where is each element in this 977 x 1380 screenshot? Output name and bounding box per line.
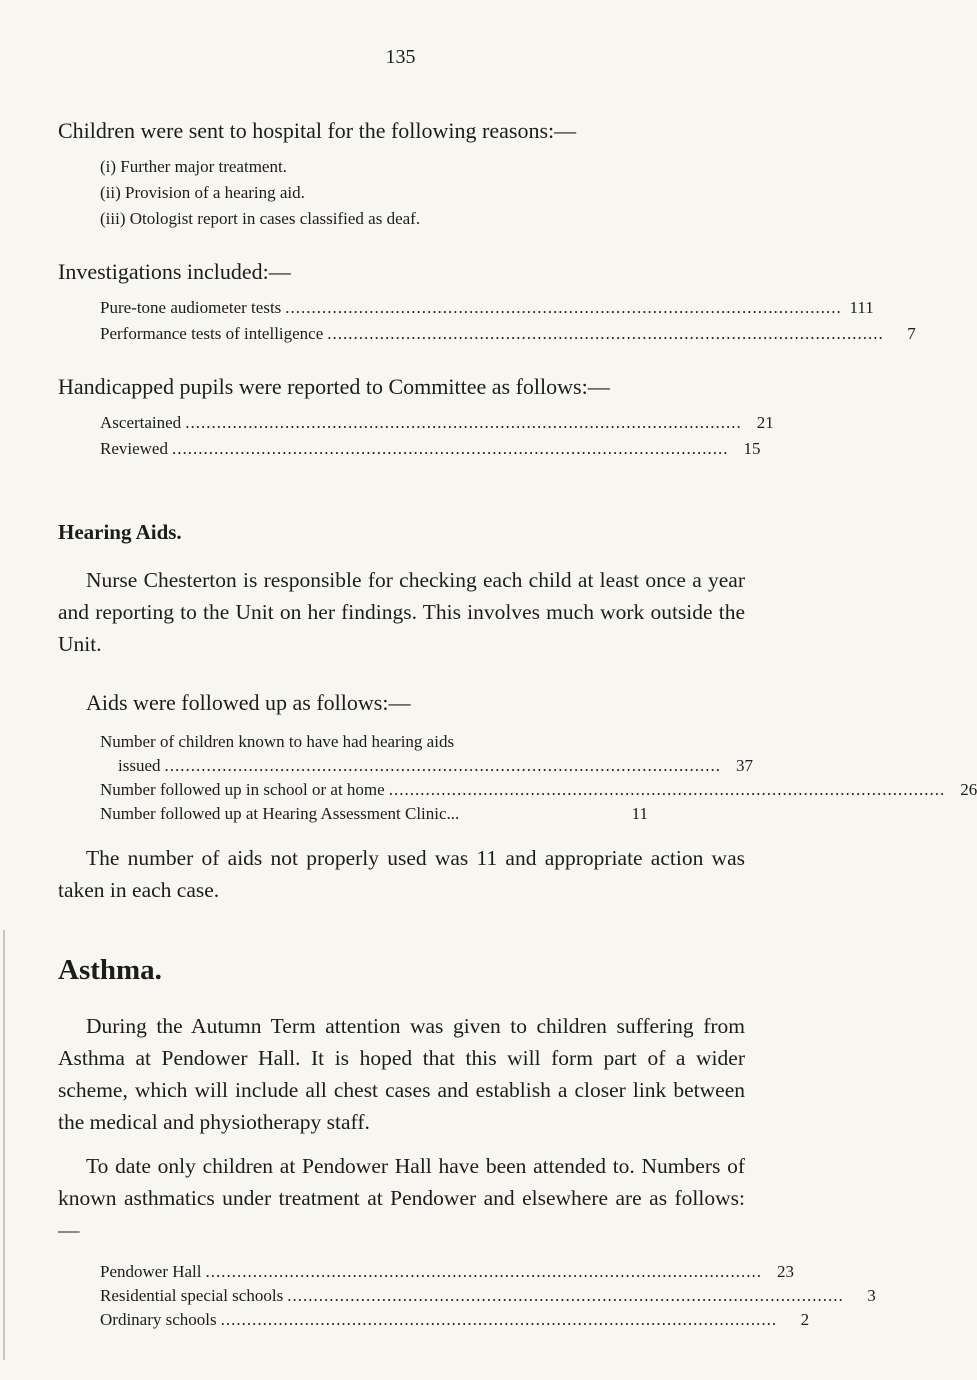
row-label: Number followed up at Hearing Assessment Clinic... [100, 804, 460, 823]
row-label: issued [118, 756, 161, 775]
hearing-aids-paragraph [58, 564, 745, 660]
handicapped-intro: Handicapped pupils were reported to Committee as follows:— [58, 374, 610, 399]
followup-intro: Aids were followed up as follows:— [86, 690, 411, 715]
scan-edge-line [3, 930, 5, 1360]
row-value: 11 [631, 804, 648, 823]
row-value: 37 [736, 756, 753, 775]
row-value: 23 [777, 1262, 795, 1281]
row-label: Reviewed [100, 439, 168, 458]
hospital-intro: Children were sent to hospital for the following reasons:— [58, 118, 577, 143]
asthma-row: Ordinary schools .......................................................................................................... 2 [100, 1308, 648, 1332]
row-label: Residential special schools [100, 1286, 284, 1305]
asthma-heading: Asthma. [58, 954, 162, 986]
hearing-aids-closing-text: The number of aids not properly used was 11 and appropriate action was taken in each case. [58, 846, 745, 902]
hospital-reason-3: (iii) Otologist report in cases classified as deaf. [100, 209, 421, 228]
row-value: 26 [960, 780, 977, 799]
hearing-aids-paragraph-text: Nurse Chesterton is responsible for checking each child at least once a year and reporting to the Unit on her findings. This involves much work outside the Unit. [58, 568, 745, 656]
row-label: Performance tests of intelligence [100, 324, 324, 343]
followup-row: issued .......................................................................................................... 37 [118, 754, 648, 778]
asthma-row: Residential special schools .......................................................................................................... 3 [100, 1284, 648, 1308]
row-label: Number followed up in school or at home [100, 780, 385, 799]
asthma-paragraph-1-text: During the Autumn Term attention was given to children suffering from Asthma at Pendower Hall. It is hoped that this will form part of a wider scheme, which will include all chest cases and establish a closer link between the medical and physiotherapy staff. [58, 1014, 745, 1134]
handicapped-row: Reviewed .......................................................................................................... 15 [100, 437, 648, 461]
hearing-aids-heading: Hearing Aids. [58, 520, 182, 544]
row-label: Ordinary schools [100, 1310, 217, 1329]
row-value: 15 [743, 439, 761, 458]
followup-row: Number followed up in school or at home .......................................................................................................... 26 [100, 778, 648, 802]
followup-row-1-line-1: Number of children known to have had hearing aids [100, 732, 455, 751]
page-number: 135 [385, 46, 416, 68]
hospital-reason-1: (i) Further major treatment. [100, 157, 287, 176]
asthma-paragraph-2-text: To date only children at Pendower Hall have been attended to. Numbers of known asthmatics under treatment at Pendower and elsewhere are as follows:— [58, 1154, 745, 1242]
asthma-paragraph-2 [58, 1150, 745, 1246]
row-value: 21 [756, 413, 774, 432]
investigations-intro: Investigations included:— [58, 259, 291, 284]
row-value: 3 [867, 1286, 876, 1305]
hospital-reason-2: (ii) Provision of a hearing aid. [100, 183, 305, 202]
hearing-aids-closing [58, 842, 745, 906]
asthma-row: Pendower Hall .......................................................................................................... 23 [100, 1260, 648, 1284]
investigation-row: Pure-tone audiometer tests .......................................................................................................... 111 [100, 296, 648, 320]
row-value: 7 [907, 324, 916, 343]
investigation-row: Performance tests of intelligence .......................................................................................................... 7 [100, 322, 648, 346]
row-label: Ascertained [100, 413, 182, 432]
handicapped-row: Ascertained .......................................................................................................... 21 [100, 411, 648, 435]
row-label: Pendower Hall [100, 1262, 202, 1281]
row-value: 2 [800, 1310, 810, 1329]
followup-row [100, 802, 648, 826]
row-label: Pure-tone audiometer tests [100, 298, 282, 317]
asthma-paragraph-1 [58, 1010, 745, 1138]
row-value: 111 [849, 298, 874, 317]
